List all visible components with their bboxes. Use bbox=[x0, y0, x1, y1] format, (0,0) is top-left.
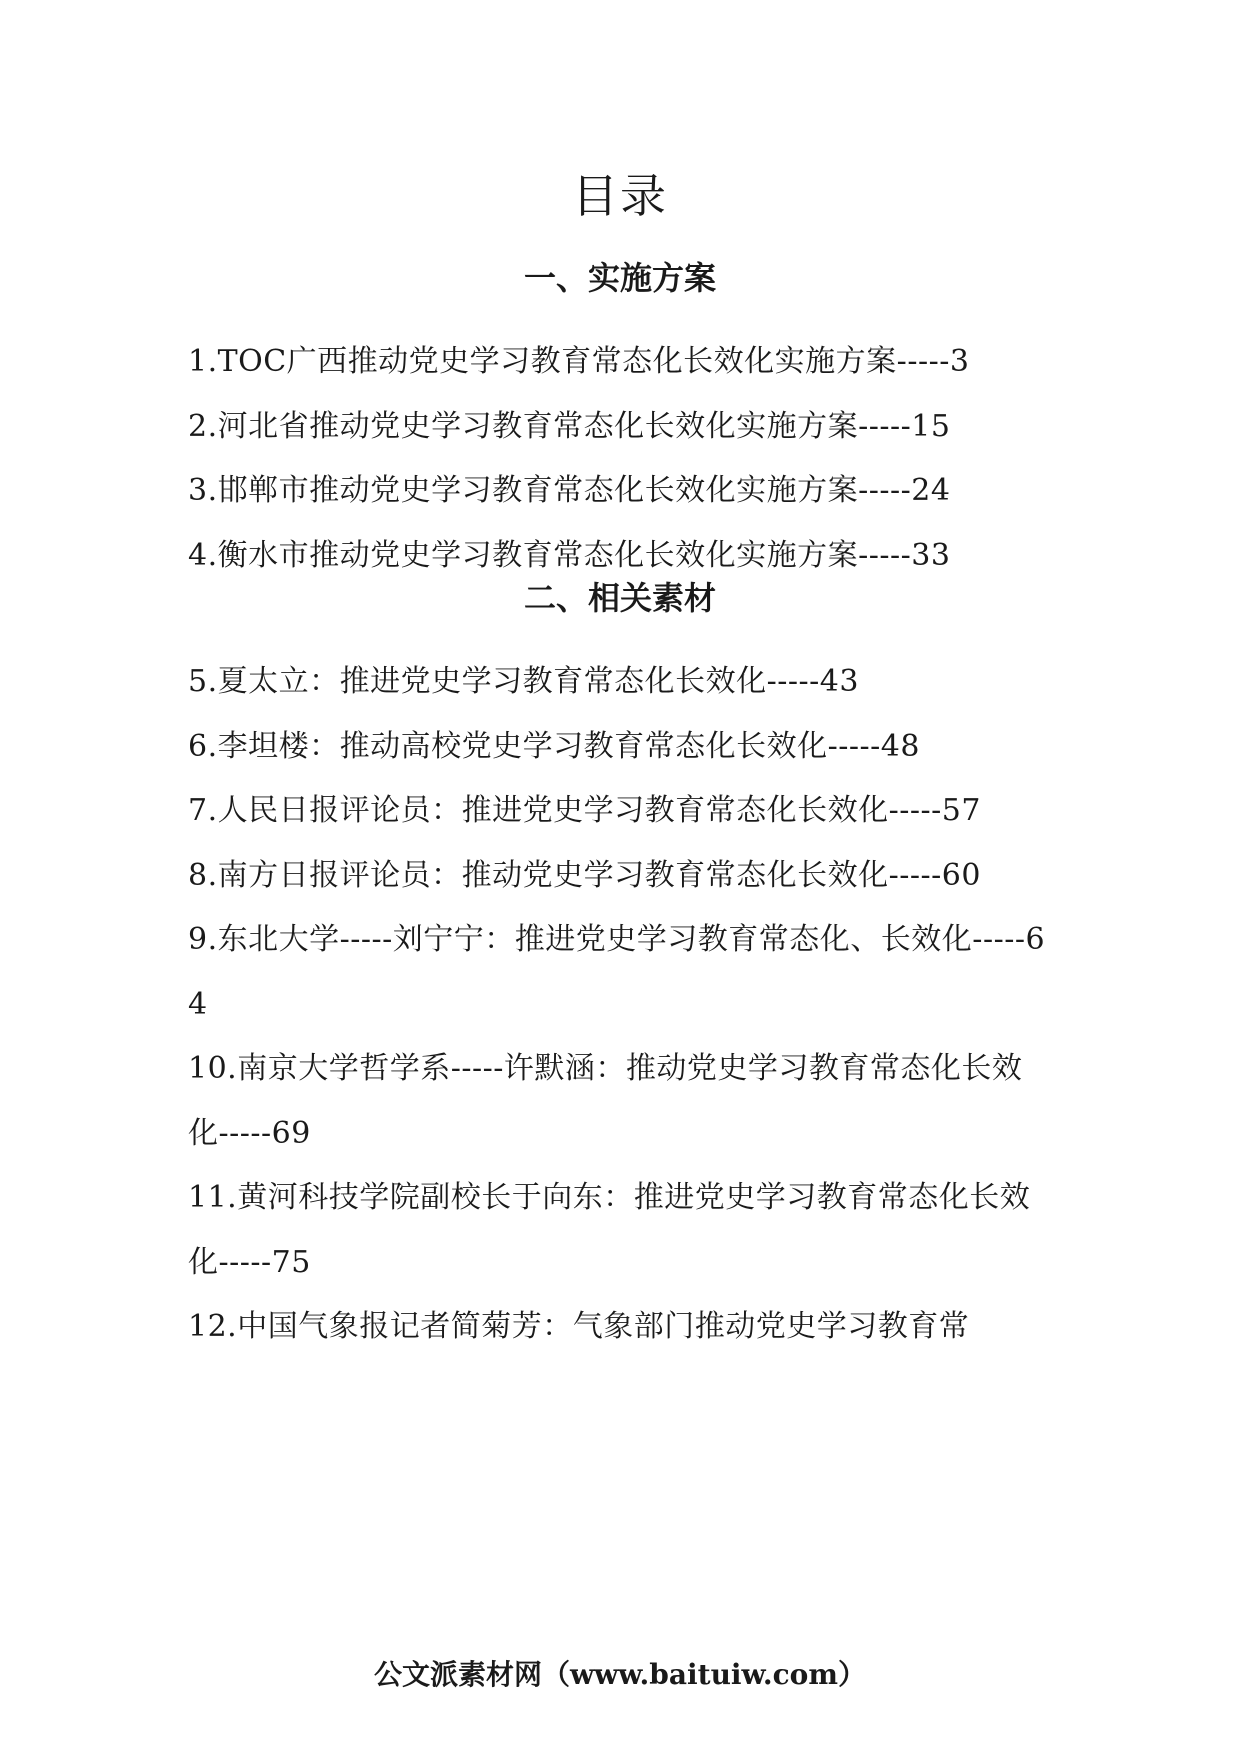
page-title: 目录 bbox=[572, 169, 668, 223]
toc-entry[interactable]: 4.衡水市推动党史学习教育常态化长效化实施方案-----33 bbox=[188, 537, 951, 573]
section-heading-materials: 二、相关素材 bbox=[523, 579, 716, 617]
toc-entry[interactable]: 1.TOC广西推动党史学习教育常态化长效化实施方案-----3 bbox=[188, 344, 970, 379]
toc-entry[interactable]: 7.人民日报评论员：推进党史学习教育常态化长效化-----57 bbox=[188, 793, 981, 828]
toc-entry[interactable]: 12.中国气象报记者简菊芳：气象部门推动党史学习教育常 bbox=[188, 1309, 970, 1344]
toc-entry[interactable]: 6.李坦楼：推动高校党史学习教育常态化长效化-----48 bbox=[188, 728, 920, 764]
toc-entry[interactable]: 5.夏太立：推进党史学习教育常态化长效化-----43 bbox=[188, 664, 859, 699]
toc-entry[interactable]: 2.河北省推动党史学习教育常态化长效化实施方案-----15 bbox=[188, 408, 951, 444]
toc-list-implementation bbox=[188, 330, 1054, 588]
toc-entry[interactable]: 11.黄河科技学院副校长于向东：推进党史学习教育常态化长效化-----75 bbox=[188, 1180, 1031, 1280]
toc-list-materials bbox=[188, 650, 1054, 1360]
toc-entry[interactable]: 10.南京大学哲学系-----许默涵：推动党史学习教育常态化长效化-----69 bbox=[188, 1051, 1023, 1151]
footer-site-name: 公文派素材网（www.baituiw.com） bbox=[374, 1658, 866, 1691]
toc-entry[interactable]: 3.邯郸市推动党史学习教育常态化长效化实施方案-----24 bbox=[188, 473, 951, 508]
toc-entry[interactable]: 8.南方日报评论员：推动党史学习教育常态化长效化-----60 bbox=[188, 857, 981, 893]
section-heading-implementation: 一、实施方案 bbox=[523, 259, 716, 297]
toc-entry[interactable]: 9.东北大学-----刘宁宁：推进党史学习教育常态化、长效化-----64 bbox=[188, 922, 1046, 1022]
